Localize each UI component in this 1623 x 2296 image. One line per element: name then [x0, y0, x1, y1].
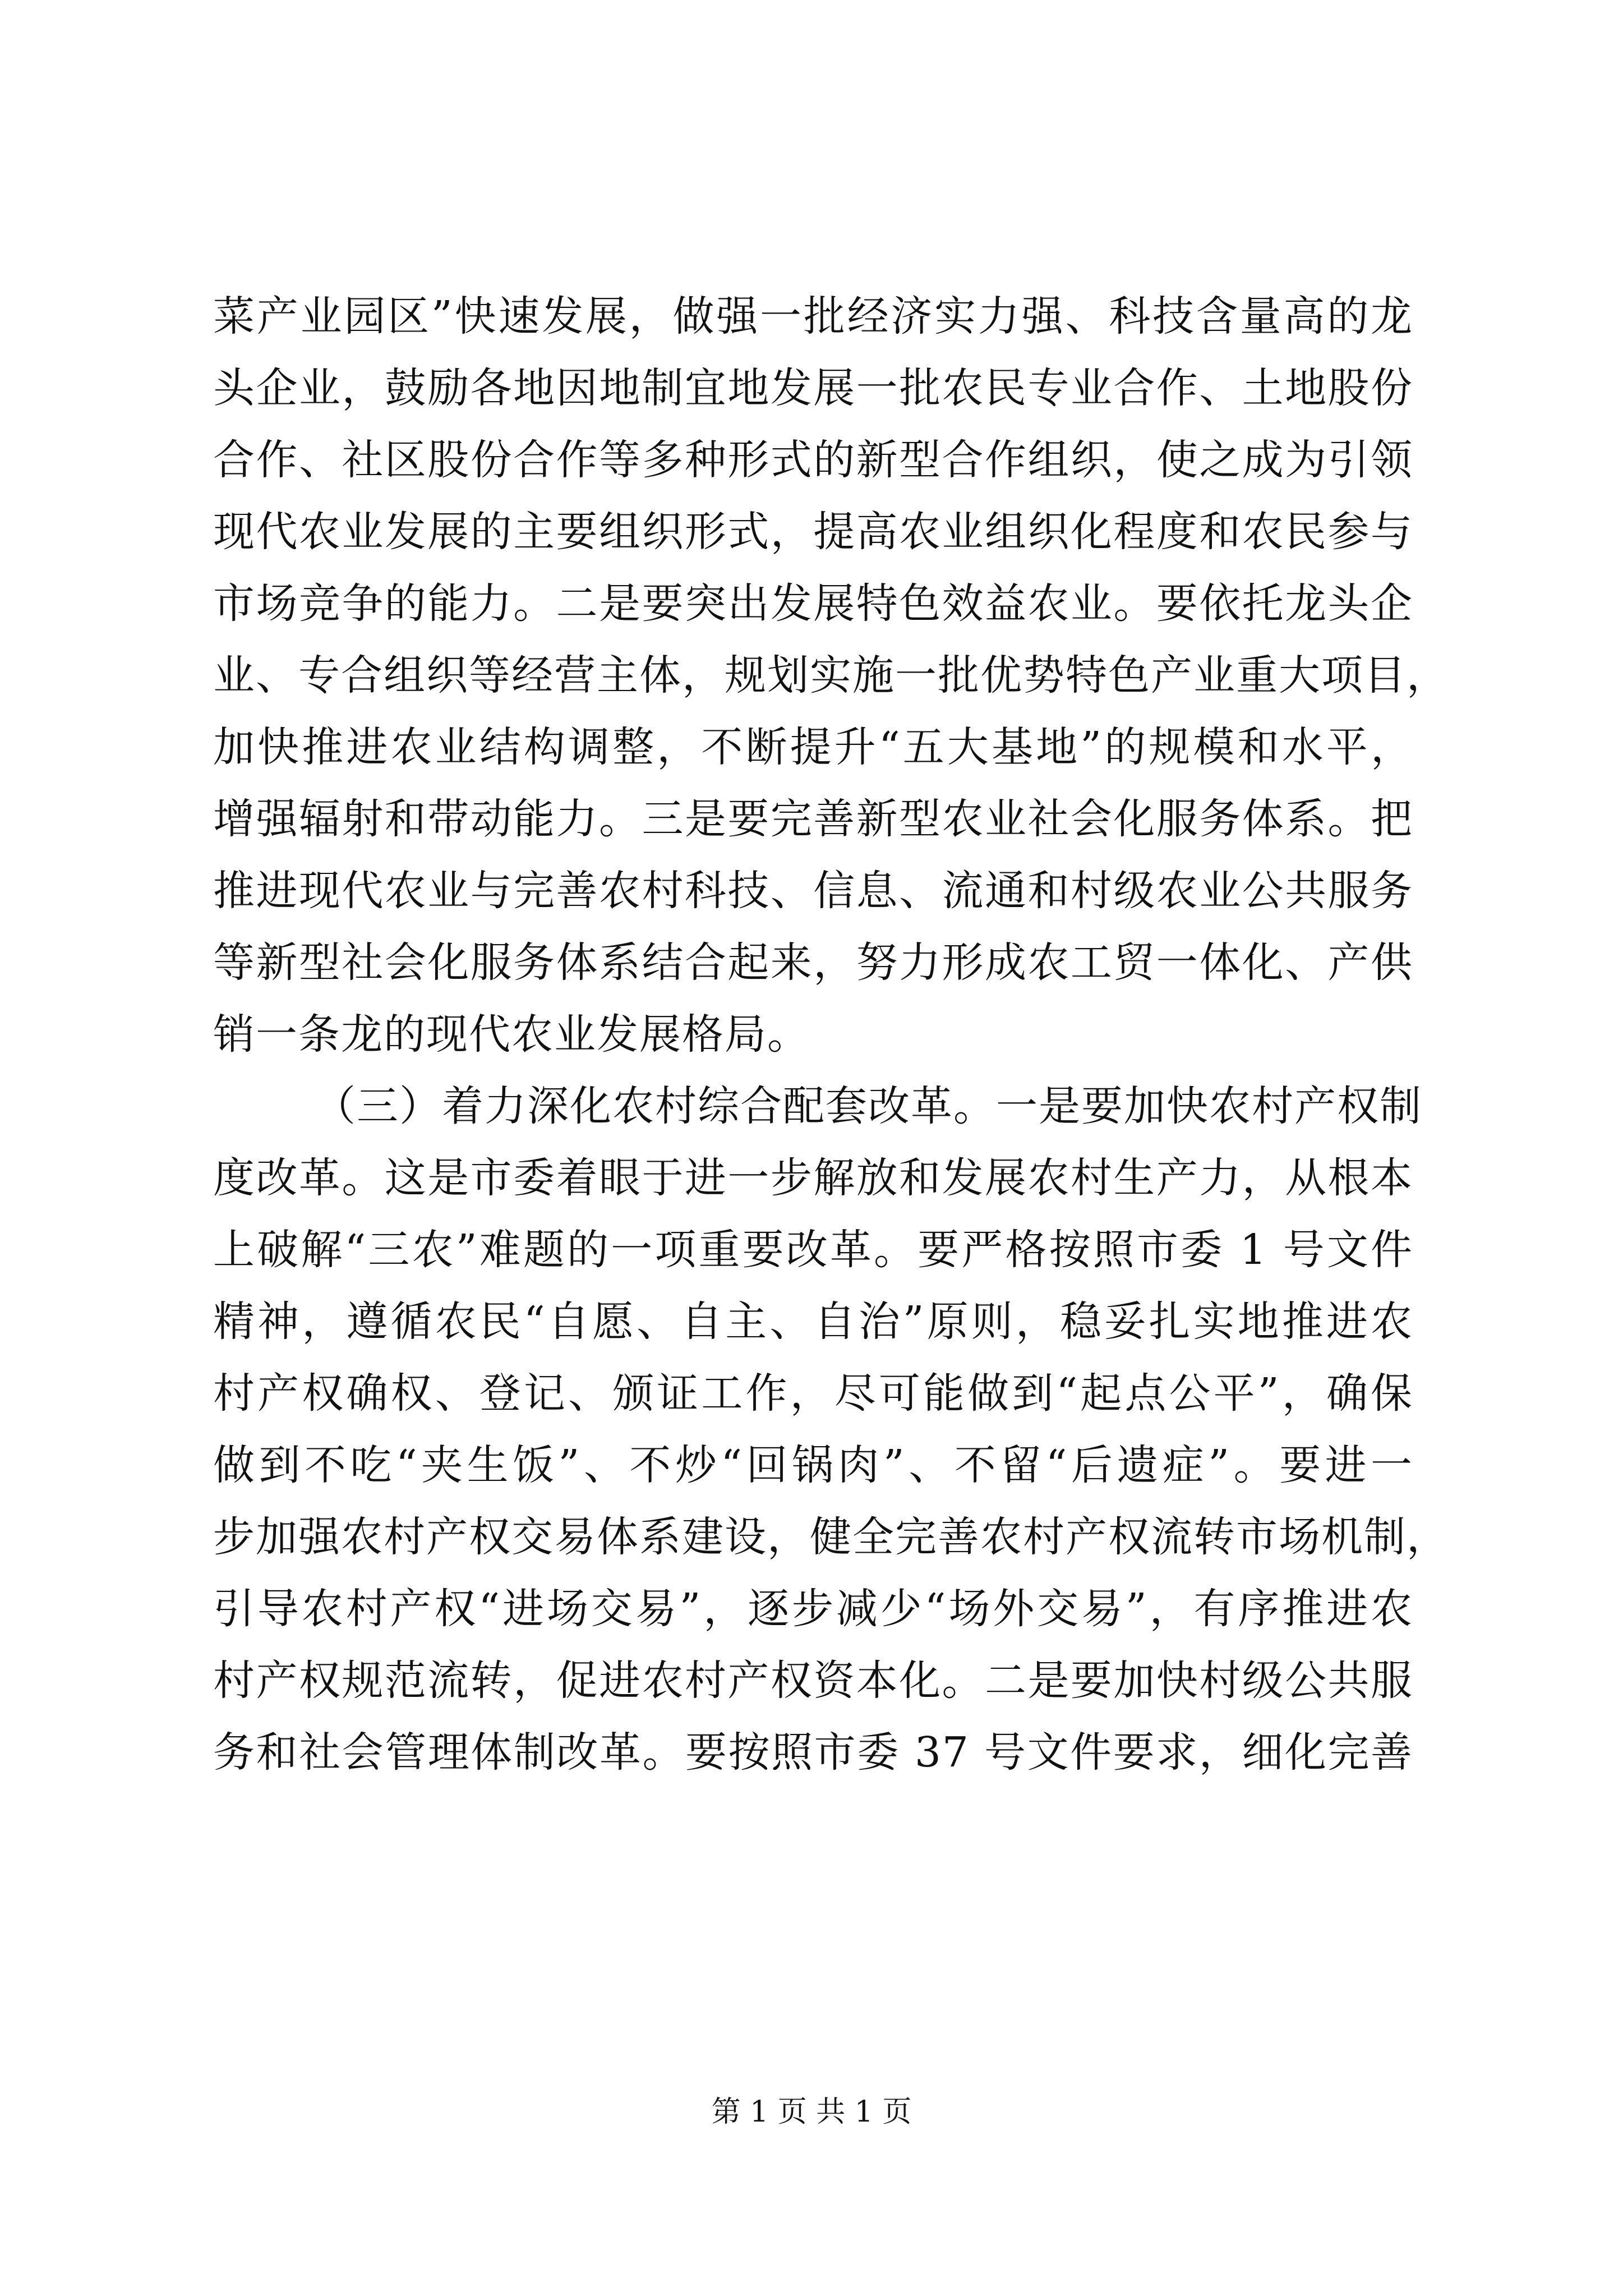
text-line: 加快推进农业结构调整，不断提升“五大基地”的规模和水平， — [213, 723, 1413, 771]
text-line: 市场竞争的能力。二是要突出发展特色效益农业。要依托龙头企 — [213, 579, 1413, 628]
text-line: 引导农村产权“进场交易”，逐步减少“场外交易”，有序推进农 — [213, 1585, 1413, 1633]
text-line: 做到不吃“夹生饭”、不炒“回锅肉”、不留“后遗症”。要进一 — [213, 1441, 1413, 1489]
text-line: 等新型社会化服务体系结合起来，努力形成农工贸一体化、产供 — [213, 938, 1413, 987]
text-line: 度改革。这是市委着眼于进一步解放和发展农村生产力，从根本 — [213, 1154, 1413, 1202]
text-line: 推进现代农业与完善农村科技、信息、流通和村级农业公共服务 — [213, 867, 1413, 915]
text-line: 合作、社区股份合作等多种形式的新型合作组织，使之成为引领 — [213, 436, 1413, 484]
text-line: 务和社会管理体制改革。要按照市委 37 号文件要求，细化完善 — [213, 1728, 1413, 1777]
text-line: 村产权规范流转，促进农村产权资本化。二是要加快村级公共服 — [213, 1657, 1413, 1705]
text-line: 精神，遵循农民“自愿、自主、自治”原则，稳妥扎实地推进农 — [213, 1297, 1413, 1346]
text-line: 村产权确权、登记、颁证工作，尽可能做到“起点公平”，确保 — [213, 1369, 1413, 1418]
text-line: 菜产业园区”快速发展，做强一批经济实力强、科技含量高的龙 — [213, 292, 1413, 341]
text-line: 步加强农村产权交易体系建设，健全完善农村产权流转市场机制， — [213, 1513, 1449, 1561]
page-number-footer: 第 1 页 共 1 页 — [711, 2095, 912, 2129]
text-line: 增强辐射和带动能力。三是要完善新型农业社会化服务体系。把 — [213, 795, 1413, 843]
text-line: 现代农业发展的主要组织形式，提高农业组织化程度和农民参与 — [213, 508, 1413, 556]
text-line: 头企业，鼓励各地因地制宜地发展一批农民专业合作、土地股份 — [213, 364, 1413, 412]
text-line: 销一条龙的现代农业发展格局。 — [213, 1010, 810, 1059]
text-line: 上破解“三农”难题的一项重要改革。要严格按照市委 1 号文件 — [213, 1226, 1413, 1274]
document-body — [213, 280, 1449, 1788]
section-heading-line: （三）着力深化农村综合配套改革。一是要加快农村产权制 — [314, 1082, 1422, 1130]
text-line: 业、专合组织等经营主体，规划实施一批优势特色产业重大项目， — [213, 651, 1449, 700]
